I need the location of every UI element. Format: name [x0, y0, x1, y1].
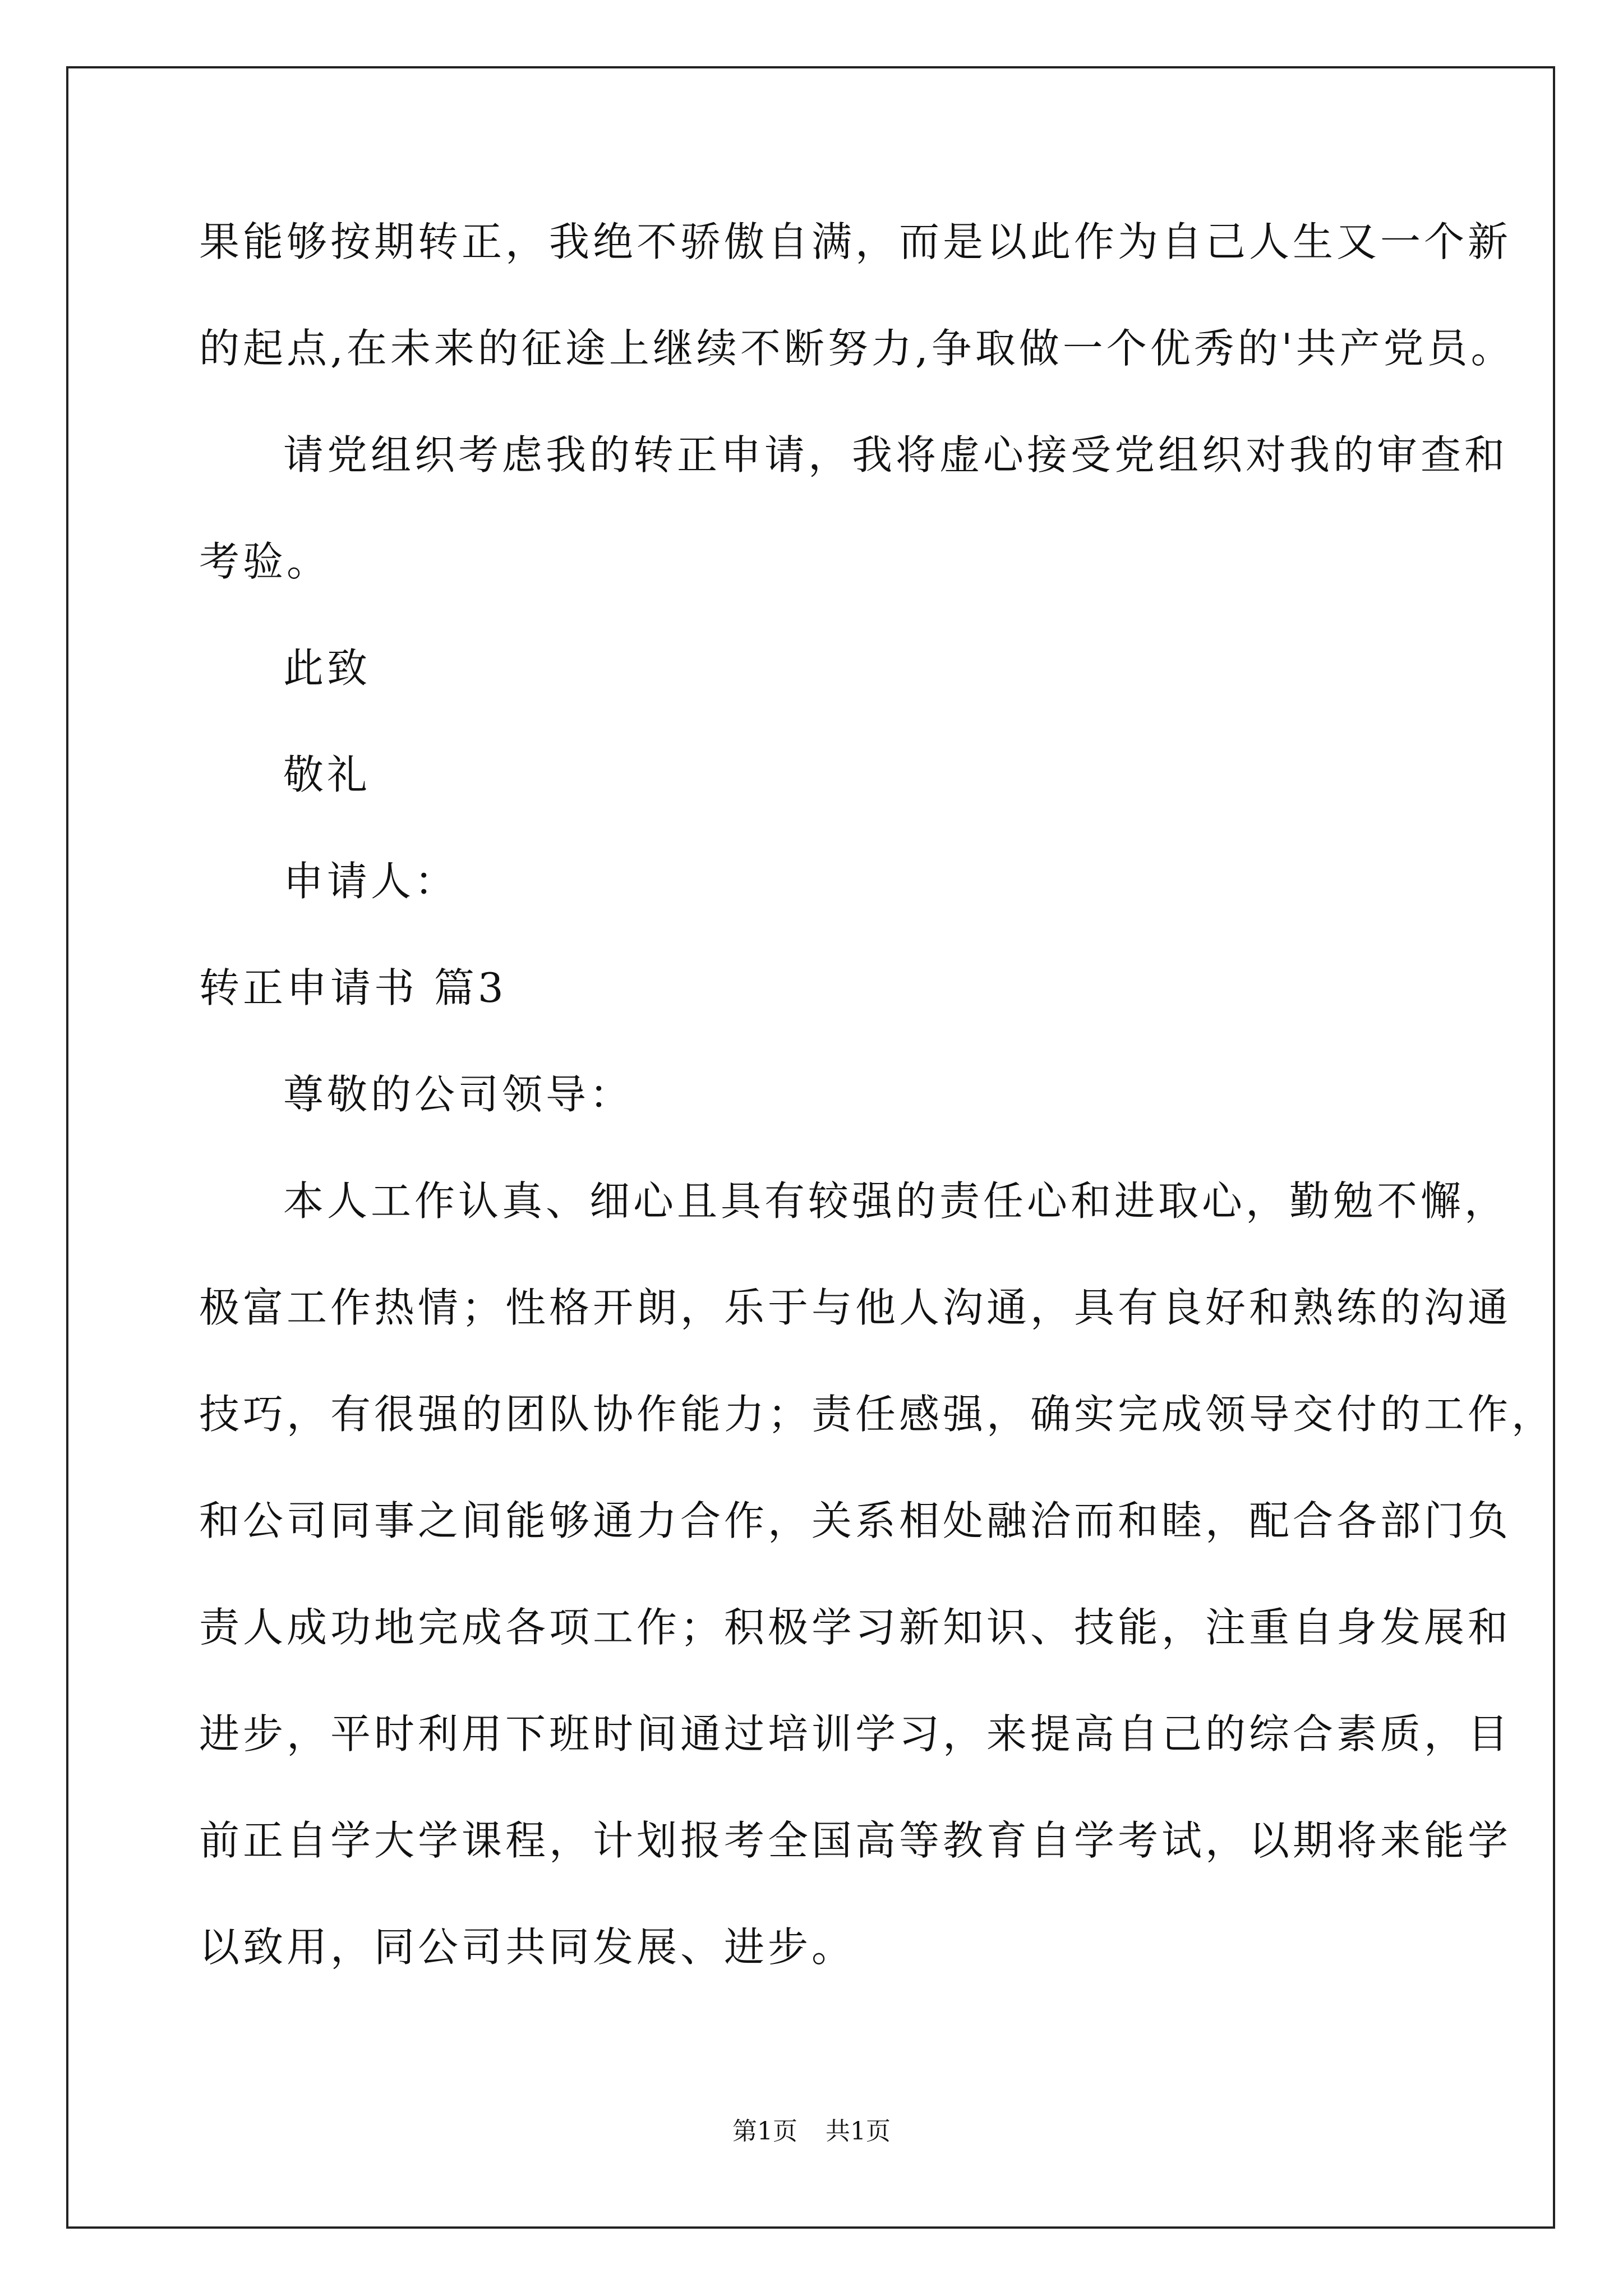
paragraph-line: 进步，平时利用下班时间通过培训学习，来提高自己的综合素质，目: [199, 1710, 1512, 1757]
paragraph-line: 本人工作认真、细心且具有较强的责任心和进取心，勤勉不懈，: [283, 1177, 1509, 1225]
section-heading: 转正申请书 篇3: [199, 964, 507, 1011]
paragraph-line: 和公司同事之间能够通力合作，关系相处融洽而和睦，配合各部门负: [199, 1497, 1512, 1544]
closing-salutation: 此致: [283, 645, 371, 692]
paragraph-line: 的起点,在未来的征途上继续不断努力,争取做一个优秀的'共产党员。: [199, 325, 1515, 372]
paragraph-line: 请党组织考虑我的转正申请，我将虚心接受党组织对我的审查和: [283, 431, 1509, 478]
paragraph-line: 前正自学大学课程，计划报考全国高等教育自学考试，以期将来能学: [199, 1817, 1512, 1864]
closing-regards: 敬礼: [283, 751, 371, 798]
page-border: [66, 66, 1555, 2229]
paragraph-line: 考验。: [199, 538, 331, 585]
greeting: 尊敬的公司领导：: [283, 1071, 634, 1118]
page-number-current: 第1页: [732, 2117, 797, 2146]
paragraph-line: 极富工作热情；性格开朗，乐于与他人沟通，具有良好和熟练的沟通: [199, 1284, 1512, 1331]
page-footer: [0, 2119, 1623, 2144]
paragraph-line: 果能够按期转正，我绝不骄傲自满，而是以此作为自己人生又一个新: [199, 218, 1512, 265]
applicant-label: 申请人：: [283, 858, 459, 905]
paragraph-line: 以致用，同公司共同发展、进步。: [199, 1924, 856, 1971]
paragraph-line: 技巧，有很强的团队协作能力；责任感强，确实完成领导交付的工作，: [199, 1391, 1556, 1438]
page-number-total: 共1页: [826, 2117, 891, 2146]
paragraph-line: 责人成功地完成各项工作；积极学习新知识、技能，注重自身发展和: [199, 1604, 1512, 1651]
